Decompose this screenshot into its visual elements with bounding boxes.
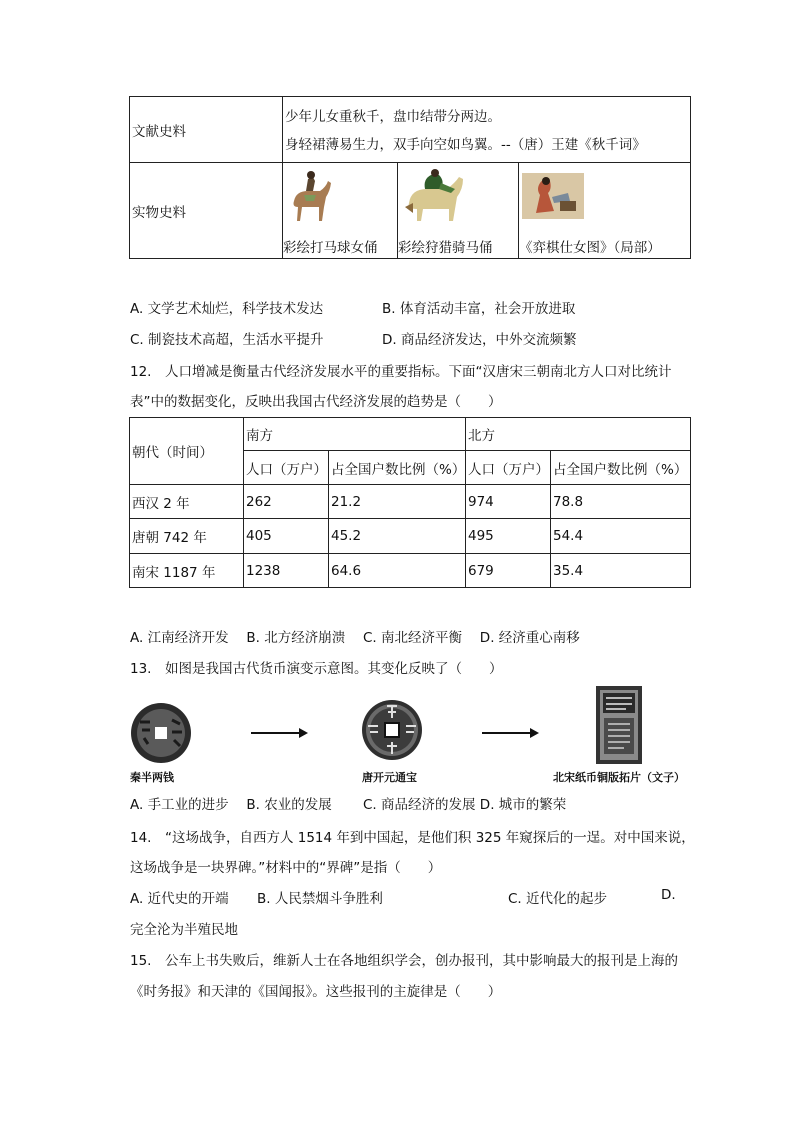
- q11-option-b: B. 体育活动丰富，社会开放进取: [382, 301, 576, 317]
- polo-player-figurine-icon: [286, 167, 334, 225]
- north-ratio-cell: 35.4: [551, 554, 691, 588]
- q11-option-d: D. 商品经济发达，中外交流频繁: [382, 332, 577, 348]
- q11-option-c: C. 制瓷技术高超，生活水平提升: [130, 332, 324, 348]
- q11-artifact-cell-3: [519, 163, 691, 259]
- q12-south-pop-header: 人口（万户）: [244, 451, 329, 485]
- q11-row2-label: 实物史料: [132, 204, 186, 221]
- q11-row1-label: 文献史料: [132, 123, 186, 140]
- q15-stem-line1: 15. 公车上书失败后，维新人士在各地组织学会，创办报刊，其中影响最大的报刊是上海的: [130, 953, 678, 969]
- qin-banliang-coin-icon: [128, 700, 194, 766]
- coin-label-3: 北宋纸币铜版拓片（文子）: [553, 771, 685, 784]
- south-pop-cell: 262: [244, 485, 329, 519]
- table-row: [130, 554, 691, 588]
- q11-caption-3: 《弈棋仕女图》（局部）: [519, 240, 661, 256]
- q14-stem-line1: 14. “这场战争，自西方人 1514 年到中国起，是他们积 325 年窥探后的一逞。对中国来说，: [130, 830, 695, 846]
- q12-corner-header: 朝代（时间）: [130, 418, 244, 485]
- song-paper-money-rubbing-icon: [596, 686, 642, 764]
- coin-label-1: 秦半两钱: [130, 771, 174, 784]
- q12-north-ratio-header: 占全国户数比例（%）: [551, 451, 691, 485]
- north-pop-cell: 495: [466, 519, 551, 554]
- q11-caption-2: 彩绘狩猎骑马俑: [398, 240, 493, 256]
- q11-poem-line2: 身轻裙薄易生力，双手向空如鸟翼。--（唐）王建《秋千词》: [285, 136, 646, 153]
- q14-option-c: C. 近代化的起步: [508, 891, 608, 907]
- q11-caption-1: 彩绘打马球女俑: [283, 240, 378, 256]
- north-ratio-cell: 78.8: [551, 485, 691, 519]
- north-ratio-cell: 54.4: [551, 519, 691, 554]
- era-cell: 唐朝 742 年: [130, 519, 244, 554]
- q12-options: A. 江南经济开发 B. 北方经济崩溃 C. 南北经济平衡 D. 经济重心南移: [130, 630, 580, 646]
- q12-north-header: 北方: [466, 418, 691, 451]
- q14-option-a: A. 近代史的开端: [130, 891, 229, 907]
- south-pop-cell: 1238: [244, 554, 329, 588]
- q11-poem-cell: [283, 97, 691, 163]
- q11-option-a: A. 文学艺术灿烂，科学技术发达: [130, 301, 324, 317]
- arrow-right-icon: [251, 727, 309, 739]
- q11-artifact-cell-1: [283, 163, 398, 259]
- q12-south-ratio-header: 占全国户数比例（%）: [329, 451, 466, 485]
- north-pop-cell: 679: [466, 554, 551, 588]
- south-ratio-cell: 21.2: [329, 485, 466, 519]
- q14-option-d: D.: [661, 887, 676, 903]
- north-pop-cell: 974: [466, 485, 551, 519]
- table-row: [130, 485, 691, 519]
- table-row: [130, 519, 691, 554]
- q13-stem: 13. 如图是我国古代货币演变示意图。其变化反映了（ ）: [130, 661, 503, 677]
- q12-north-pop-header: 人口（万户）: [466, 451, 551, 485]
- south-pop-cell: 405: [244, 519, 329, 554]
- q14-option-b: B. 人民禁烟斗争胜利: [257, 891, 383, 907]
- q12-stem-line2: 表”中的数据变化，反映出我国古代经济发展的趋势是（ ）: [130, 394, 502, 410]
- q13-options: A. 手工业的进步 B. 农业的发展 C. 商品经济的发展 D. 城市的繁荣: [130, 797, 567, 813]
- go-playing-lady-painting-icon: [522, 173, 584, 219]
- tang-kaiyuan-coin-icon: [360, 698, 424, 762]
- coin-label-2: 唐开元通宝: [362, 771, 417, 784]
- q12-stem-line1: 12. 人口增减是衡量古代经济发展水平的重要指标。下面“汉唐宋三朝南北方人口对比统计: [130, 364, 672, 380]
- q11-row1-label-cell: [130, 97, 283, 163]
- era-cell: 南宋 1187 年: [130, 554, 244, 588]
- q14-stem-line2: 这场战争是一块界碑。”材料中的“界碑”是指（ ）: [130, 860, 442, 876]
- q12-population-table: [129, 417, 691, 588]
- q12-south-header: 南方: [244, 418, 466, 451]
- q15-stem-line2: 《时务报》和天津的《国闻报》。这些报刊的主旋律是（ ）: [130, 984, 502, 1000]
- south-ratio-cell: 64.6: [329, 554, 466, 588]
- era-cell: 西汉 2 年: [130, 485, 244, 519]
- q11-row2-label-cell: [130, 163, 283, 259]
- hunting-rider-figurine-icon: [401, 167, 475, 225]
- q14-option-d-continued: 完全沦为半殖民地: [130, 922, 238, 938]
- arrow-right-icon: [482, 727, 540, 739]
- q11-source-table: [129, 96, 691, 259]
- q11-poem-line1: 少年儿女重秋千，盘巾结带分两边。: [285, 108, 501, 125]
- south-ratio-cell: 45.2: [329, 519, 466, 554]
- q11-artifact-cell-2: [398, 163, 519, 259]
